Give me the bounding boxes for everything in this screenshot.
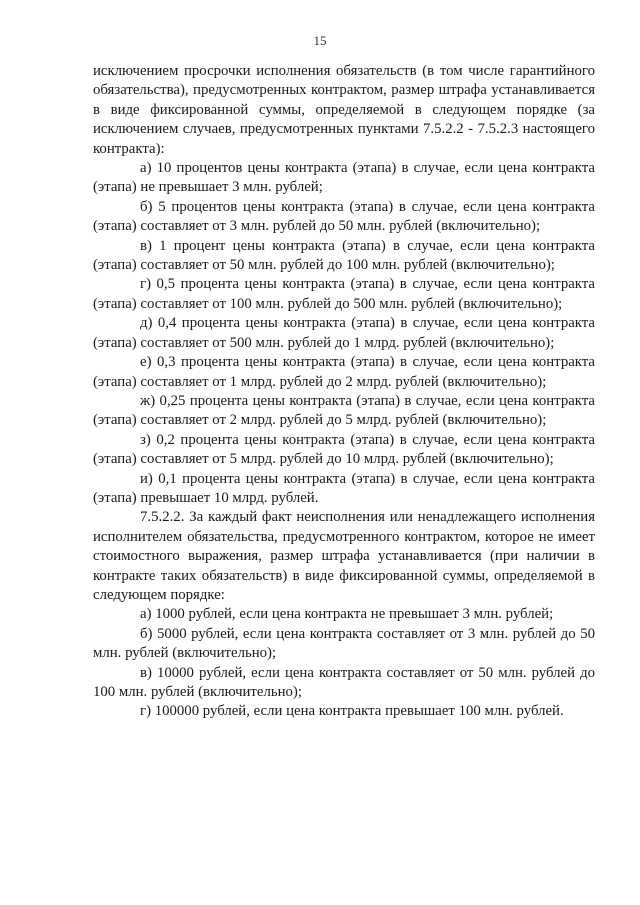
page-number: 15	[313, 33, 327, 48]
document-body	[93, 62, 595, 722]
list-item-zh: ж) 0,25 процента цены контракта (этапа) в случае, если цена контракта (этапа) составляет от 2 млрд. рублей до 5 млрд. рублей (включительно);	[93, 392, 595, 429]
list-item-d: д) 0,4 процента цены контракта (этапа) в случае, если цена контракта (этапа) составляет от 500 млн. рублей до 1 млрд. рублей (включительно);	[93, 315, 595, 351]
fine-item-b: б) 5000 рублей, если цена контракта составляет от 3 млн. рублей до 50 млн. рублей (включительно);	[93, 625, 595, 662]
list-item-e: е) 0,3 процента цены контракта (этапа) в случае, если цена контракта (этапа) составляет от 1 млрд. рублей до 2 млрд. рублей (включительно);	[93, 354, 595, 390]
list-item-v: в) 1 процент цены контракта (этапа) в случае, если цена контракта (этапа) составляет от 50 млн. рублей до 100 млн. рублей (включительно);	[93, 237, 595, 274]
fine-item-g: г) 100000 рублей, если цена контракта превышает 100 млн. рублей.	[140, 703, 564, 720]
list-item-z: з) 0,2 процента цены контракта (этапа) в случае, если цена контракта (этапа) составляет от 5 млрд. рублей до 10 млрд. рублей (включительно);	[93, 431, 595, 468]
list-item-b: б) 5 процентов цены контракта (этапа) в случае, если цена контракта (этапа) составляет от 3 млн. рублей до 50 млн. рублей (включительно);	[93, 198, 595, 235]
paragraph-intro: исключением просрочки исполнения обязательств (в том числе гарантийного обязательства), предусмотренных контрактом, размер штрафа устанавливается в виде фиксированной суммы, определяемой в следующем порядке (за исключением случаев, предусмотренных пунктами 7.5.2.2 - 7.5.2.3 настоящего контракта):	[93, 63, 595, 157]
list-item-g: г) 0,5 процента цены контракта (этапа) в случае, если цена контракта (этапа) составляет от 100 млн. рублей до 500 млн. рублей (включительно);	[93, 276, 595, 312]
clause-7-5-2-2: 7.5.2.2. За каждый факт неисполнения или ненадлежащего исполнения исполнителем обязательства, предусмотренного контрактом, которое не имеет стоимостного выражения, размер штрафа устанавливается (при наличии в контракте таких обязательств) в виде фиксированной суммы, определяемой в следующем порядке:	[93, 509, 595, 603]
list-item-i: и) 0,1 процента цены контракта (этапа) в случае, если цена контракта (этапа) превышает 10 млрд. рублей.	[93, 470, 595, 506]
fine-item-v: в) 10000 рублей, если цена контракта составляет от 50 млн. рублей до 100 млн. рублей (включительно);	[93, 664, 595, 700]
list-item-a: а) 10 процентов цены контракта (этапа) в случае, если цена контракта (этапа) не превышает 3 млн. рублей;	[93, 160, 595, 196]
fine-item-a: а) 1000 рублей, если цена контракта не превышает 3 млн. рублей;	[140, 606, 554, 623]
